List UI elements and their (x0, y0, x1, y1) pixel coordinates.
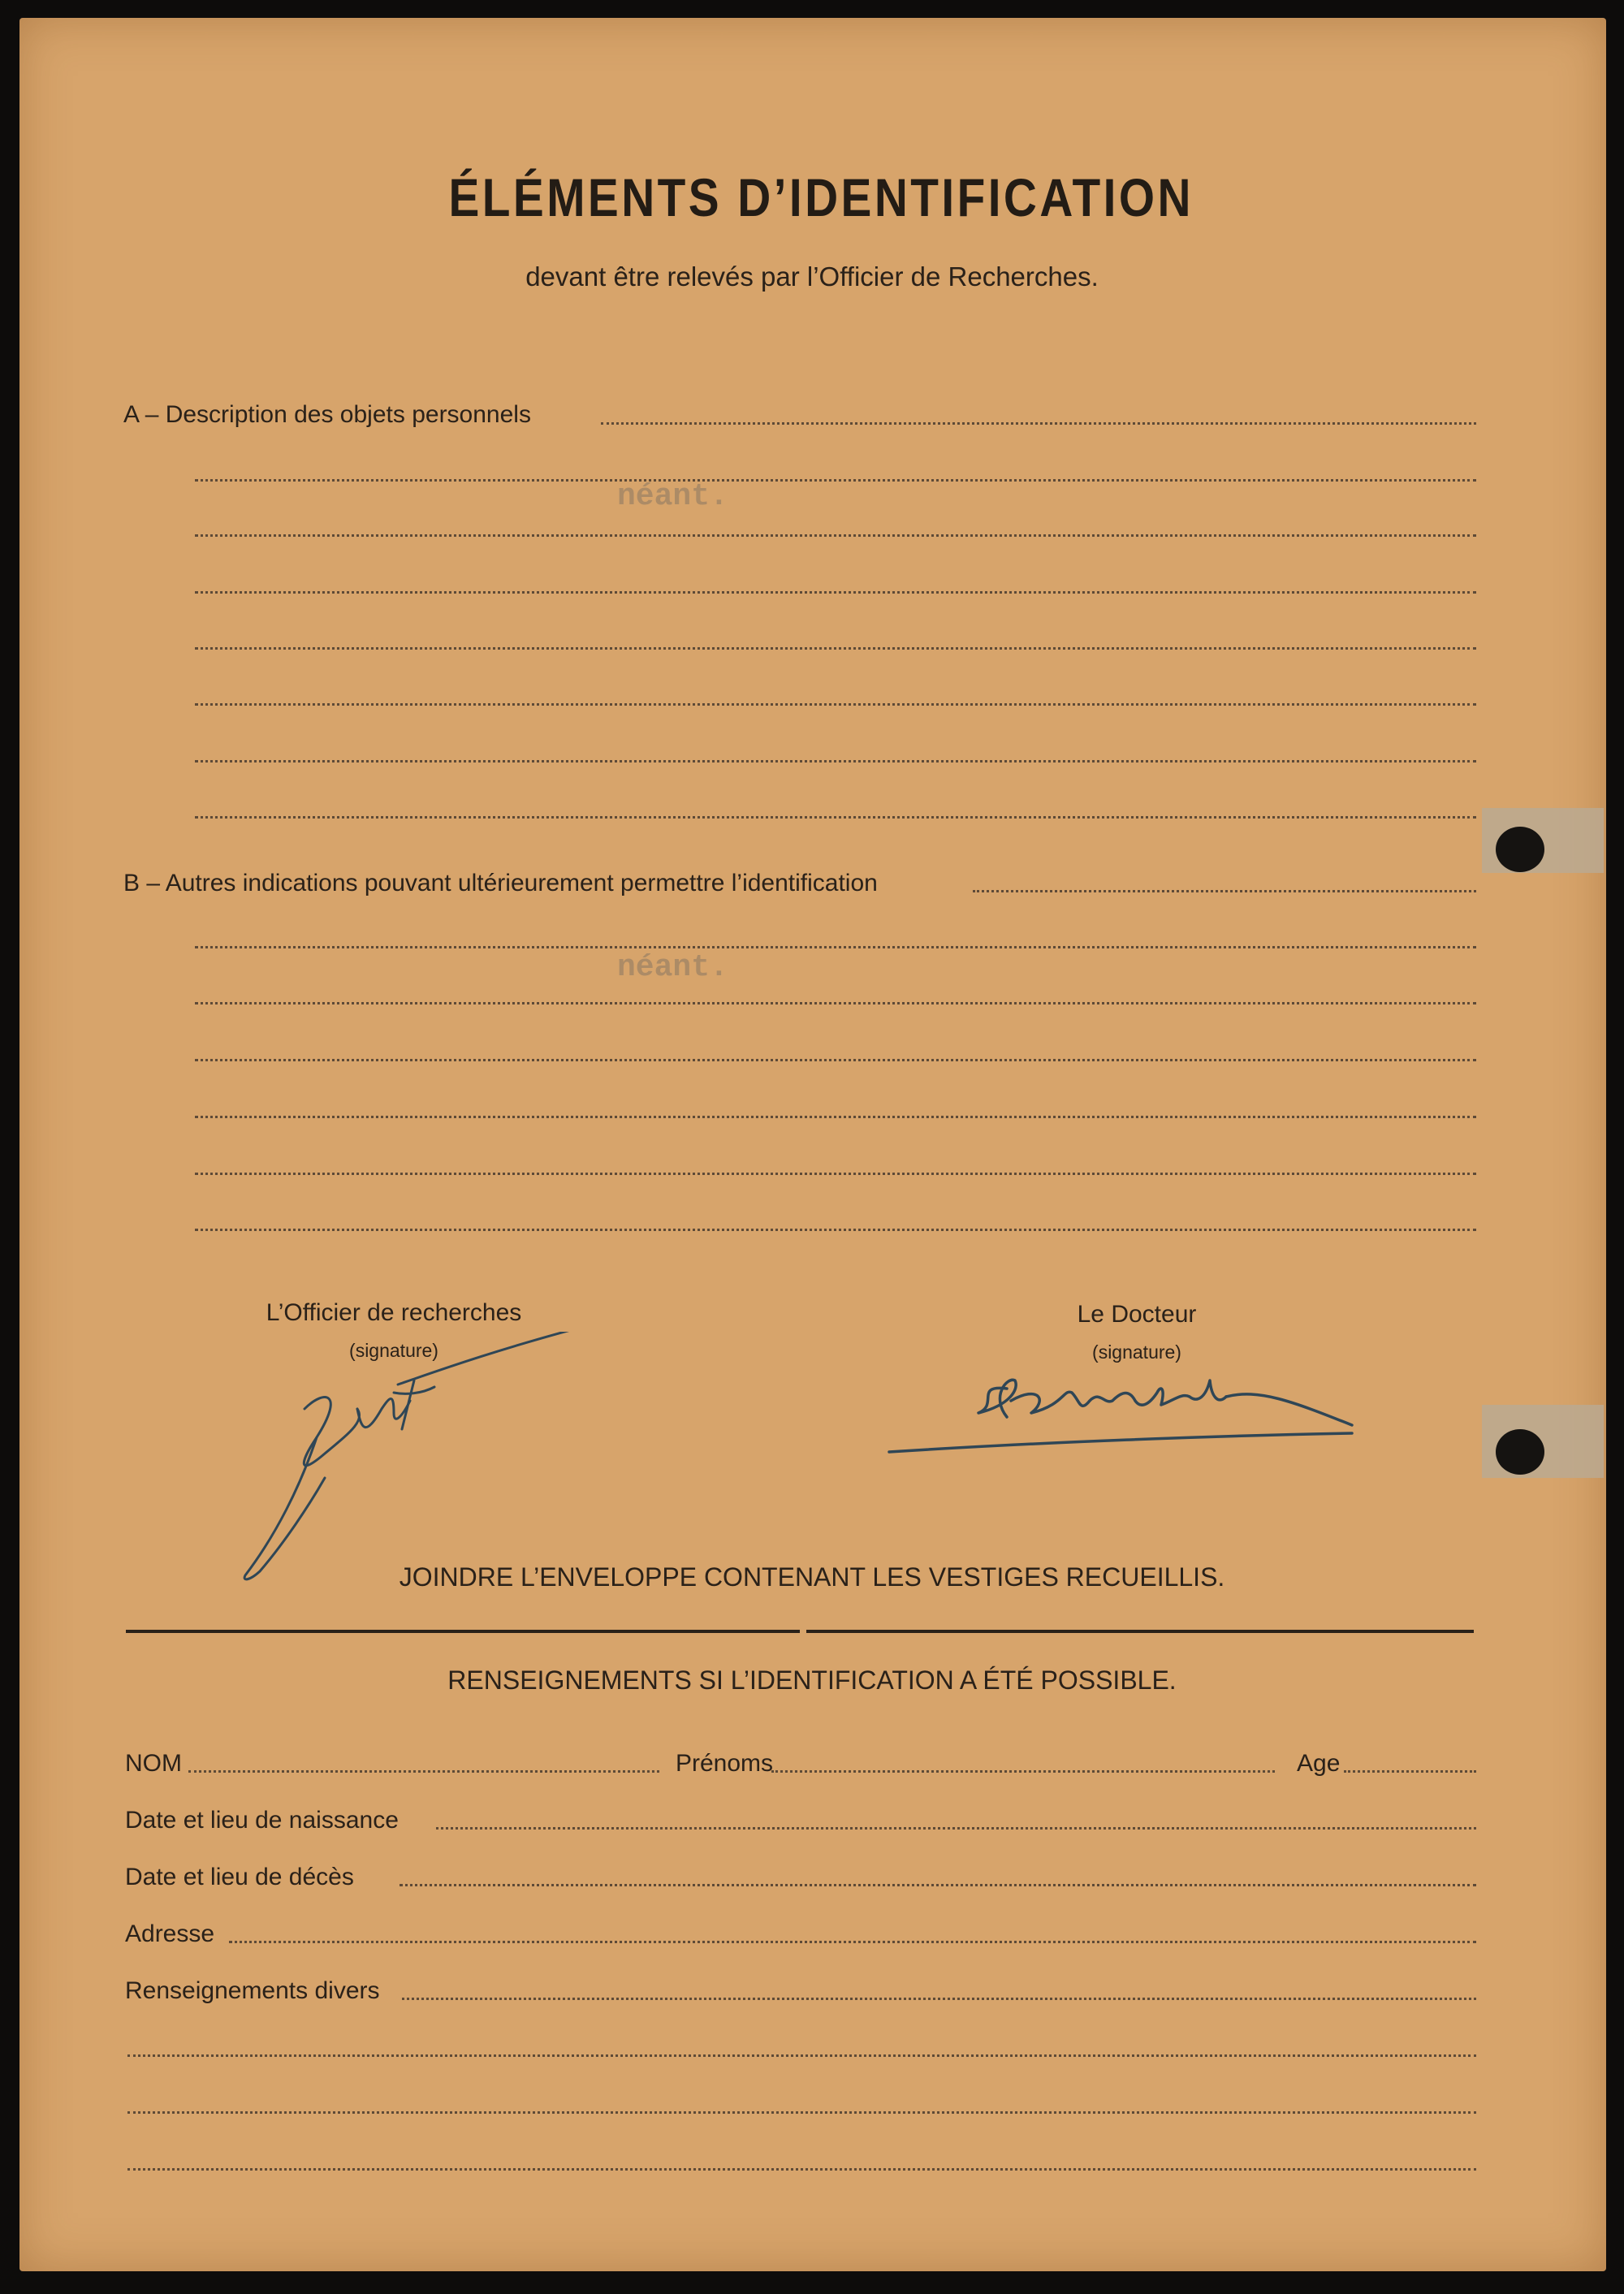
prenoms-label: Prénoms (676, 1750, 774, 1777)
section-b-line-4 (195, 1059, 1476, 1061)
section-a-line-8 (195, 816, 1476, 819)
nom-field (188, 1770, 659, 1773)
section-a-line-2 (195, 479, 1476, 482)
officer-signature-caption: L’Officier de recherches (266, 1299, 522, 1326)
section-separator-right (806, 1630, 1474, 1633)
form-subtitle: devant être relevés par l’Officier de Recherches. (525, 261, 1099, 292)
section-b-line-7 (195, 1229, 1476, 1231)
nom-label: NOM (125, 1750, 182, 1777)
section-b-line-3 (195, 1002, 1476, 1004)
section-a-line-1 (601, 422, 1476, 425)
divers-field-1 (402, 1998, 1476, 2000)
form-sheet (19, 18, 1606, 2271)
officer-signature-note: (signature) (349, 1340, 438, 1361)
doctor-signature-caption: Le Docteur (1077, 1301, 1197, 1328)
doctor-signature (877, 1356, 1364, 1470)
section-b-line-1 (973, 890, 1476, 892)
section-a-line-3 (195, 534, 1476, 537)
section-separator-left (126, 1630, 800, 1633)
naissance-field (436, 1827, 1476, 1830)
punch-hole-upper (1496, 827, 1544, 872)
prenoms-field (771, 1770, 1275, 1773)
divers-field-3 (127, 2111, 1476, 2114)
age-field (1344, 1770, 1476, 1773)
naissance-label: Date et lieu de naissance (125, 1807, 399, 1834)
section-a-label: A – Description des objets personnels (123, 401, 531, 428)
section-b-line-5 (195, 1116, 1476, 1118)
doctor-signature-note: (signature) (1092, 1341, 1181, 1363)
section-b-line-2 (195, 946, 1476, 948)
instruction-text: JOINDRE L’ENVELOPPE CONTENANT LES VESTIGES RECUEILLIS. (399, 1562, 1225, 1592)
divers-label: Renseignements divers (125, 1977, 380, 2004)
section-a-line-7 (195, 760, 1476, 763)
officer-signature (227, 1332, 601, 1600)
section-b-label: B – Autres indications pouvant ultérieurement permettre l’identification (123, 870, 878, 896)
form-title: ÉLÉMENTS D’IDENTIFICATION (448, 167, 1194, 227)
section-b-typed-value: néant. (617, 950, 728, 985)
section-a-line-6 (195, 703, 1476, 706)
section-b-line-6 (195, 1173, 1476, 1175)
section-a-typed-value: néant. (617, 479, 728, 514)
section-a-line-5 (195, 647, 1476, 650)
adresse-field (229, 1941, 1476, 1943)
section-c-heading: RENSEIGNEMENTS SI L’IDENTIFICATION A ÉTÉ POSSIBLE. (447, 1665, 1177, 1695)
age-label: Age (1297, 1750, 1341, 1777)
punch-hole-lower (1496, 1429, 1544, 1475)
deces-field (400, 1884, 1476, 1886)
adresse-label: Adresse (125, 1920, 215, 1947)
section-a-line-4 (195, 591, 1476, 594)
divers-field-4 (127, 2168, 1476, 2171)
deces-label: Date et lieu de décès (125, 1864, 354, 1890)
divers-field-2 (127, 2054, 1476, 2057)
